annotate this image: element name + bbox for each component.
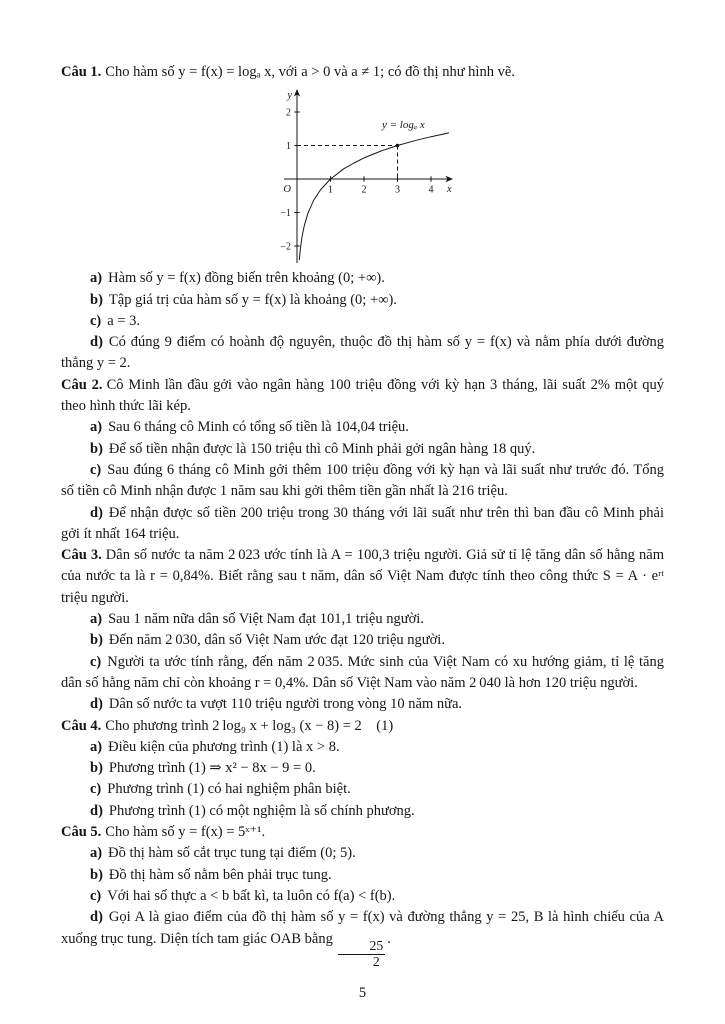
option-text: Phương trình (1) có một nghiệm là số chính phương. bbox=[108, 802, 415, 819]
question-2-intro bbox=[61, 375, 664, 418]
fraction-numerator: 25 bbox=[338, 939, 385, 955]
question-3 bbox=[61, 545, 664, 715]
question-5-intro-text: Cho hàm số y = f(x) = 5ˣ⁺¹. bbox=[105, 824, 266, 841]
x-axis-label: x bbox=[446, 184, 452, 196]
option-text: Dân số nước ta vượt 110 triệu người trong vòng 10 năm nữa. bbox=[108, 696, 463, 713]
question-4-label: Câu 4. bbox=[61, 717, 102, 734]
y-axis-label: y bbox=[286, 90, 292, 102]
option-text: Sau đúng 6 tháng cô Minh gởi thêm 100 triệu đồng với kỳ hạn và lãi suất như trước đó. Tổng số tiền cô Minh nhận được 1 năm sau khi gởi thêm tiền gần nhất là 216 triệu. bbox=[61, 461, 664, 500]
option-text: Đến năm 2 030, dân số Việt Nam ước đạt 120 triệu người. bbox=[108, 632, 445, 649]
page-number: 5 bbox=[358, 984, 367, 1001]
option-label: c) bbox=[90, 461, 102, 478]
fraction-25-over-2 bbox=[338, 939, 385, 970]
question-2-label: Câu 2. bbox=[61, 376, 103, 393]
question-3-intro bbox=[61, 545, 664, 609]
option-label: d) bbox=[90, 334, 103, 351]
point-3-1 bbox=[395, 144, 399, 148]
option-label: a) bbox=[90, 419, 103, 436]
question-1-label: Câu 1. bbox=[61, 64, 102, 80]
option-label: c) bbox=[90, 887, 102, 904]
option-text: Tập giá trị của hàm số y = f(x) là khoảng (0; +∞). bbox=[108, 291, 397, 308]
question-4-option-a bbox=[61, 737, 664, 758]
option-text: Người ta ước tính rằng, đến năm 2 035. Mức sinh của Việt Nam có xu hướng giảm, tỉ lệ tăng dân số hằng năm chỉ còn khoảng r = 0,4%. Dân số Việt Nam vào năm 2 040 là hơn 120 triệu người. bbox=[61, 653, 664, 691]
question-5-option-c bbox=[61, 886, 664, 907]
question-2-option-c bbox=[61, 460, 664, 503]
option-label: c) bbox=[90, 312, 102, 329]
y-tick-label-2: 2 bbox=[285, 107, 291, 119]
question-1-intro bbox=[61, 62, 664, 83]
x-tick-label-4: 4 bbox=[428, 184, 433, 196]
question-2-intro-text: Cô Minh lần đầu gởi vào ngân hàng 100 triệu đồng với kỳ hạn 3 tháng, lãi suất 2% một quý theo hình thức lãi kép. bbox=[61, 376, 664, 415]
option-label: d) bbox=[90, 696, 103, 713]
question-2-option-a bbox=[61, 417, 664, 438]
option-label: a) bbox=[90, 738, 103, 755]
curve-equation-label: y = logₐ x bbox=[381, 119, 425, 132]
question-1-intro-text: Cho hàm số y = f(x) = logₐ x, với a > 0 và a ≠ 1; có đồ thị như hình vẽ. bbox=[105, 64, 515, 80]
option-label: b) bbox=[90, 760, 103, 777]
option-label: b) bbox=[90, 632, 103, 649]
x-tick-label-2: 2 bbox=[361, 184, 366, 196]
option-text: Với hai số thực a < b bất kì, ta luôn có f(a) < f(b). bbox=[107, 887, 396, 904]
option-text: Gọi A là giao điểm của đồ thị hàm số y = f(x) và đường thẳng y = 25, B là hình chiếu của A xuống trục tung. Diện tích tam giác OAB bằng bbox=[61, 909, 664, 947]
question-4-option-c bbox=[61, 779, 664, 800]
fraction-denominator: 2 bbox=[372, 953, 380, 969]
question-4-intro-text: Cho phương trình 2 log₉ x + log₃ (x − 8) = 2 (1) bbox=[105, 717, 394, 734]
question-4-option-b bbox=[61, 758, 664, 779]
question-2-option-b bbox=[61, 439, 664, 460]
question-5-option-a bbox=[61, 843, 664, 864]
question-2-option-d bbox=[61, 503, 664, 546]
log-graph bbox=[257, 87, 469, 265]
question-5 bbox=[61, 822, 664, 970]
option-text: Để số tiền nhận được là 150 triệu thì cô Minh phải gởi ngân hàng 18 quý. bbox=[108, 440, 536, 457]
option-text: Phương trình (1) có hai nghiệm phân biệt. bbox=[107, 781, 351, 798]
question-2 bbox=[61, 375, 664, 545]
question-5-option-d bbox=[61, 907, 664, 970]
question-1 bbox=[61, 62, 664, 375]
question-1-option-a bbox=[61, 268, 664, 289]
option-label: d) bbox=[90, 504, 103, 521]
question-3-option-b bbox=[61, 630, 664, 651]
question-5-intro bbox=[61, 822, 664, 843]
question-4-intro bbox=[61, 716, 664, 737]
question-1-option-d bbox=[61, 332, 664, 375]
option-text: Sau 6 tháng cô Minh có tổng số tiền là 104,04 triệu. bbox=[108, 419, 409, 436]
option-label: c) bbox=[90, 781, 102, 798]
question-5-label: Câu 5. bbox=[61, 824, 102, 841]
question-4-option-d bbox=[61, 801, 664, 822]
option-label: b) bbox=[90, 866, 103, 883]
option-text: Hàm số y = f(x) đồng biến trên khoảng (0; +∞). bbox=[108, 270, 385, 287]
option-label: d) bbox=[90, 802, 103, 819]
y-tick-label-neg2: −2 bbox=[279, 241, 291, 253]
option-text: Đồ thị hàm số cắt trục tung tại điểm (0; 5). bbox=[108, 845, 356, 862]
option-text: Phương trình (1) ⇒ x² − 8x − 9 = 0. bbox=[108, 760, 316, 777]
option-label: d) bbox=[90, 909, 103, 926]
question-3-option-c bbox=[61, 652, 664, 695]
option-text: a = 3. bbox=[107, 312, 141, 329]
question-3-label: Câu 3. bbox=[61, 547, 102, 564]
log-curve bbox=[299, 133, 449, 260]
question-3-option-a bbox=[61, 609, 664, 630]
option-text: Điều kiện của phương trình (1) là x > 8. bbox=[108, 738, 340, 755]
option-text-suffix: . bbox=[387, 930, 391, 947]
option-text: Để nhận được số tiền 200 triệu trong 30 tháng với lãi suất như trên thì ban đầu cô Minh phải gởi ít nhất 164 triệu. bbox=[61, 504, 664, 542]
option-text: Sau 1 năm nữa dân số Việt Nam đạt 101,1 triệu người. bbox=[108, 611, 424, 628]
question-1-option-c bbox=[61, 311, 664, 332]
option-label: a) bbox=[90, 611, 103, 628]
question-3-option-d bbox=[61, 694, 664, 715]
question-4 bbox=[61, 716, 664, 822]
option-text: Đồ thị hàm số nằm bên phải trục tung. bbox=[108, 866, 332, 883]
x-tick-label-1: 1 bbox=[327, 184, 333, 196]
y-tick-label-1: 1 bbox=[285, 141, 291, 153]
option-text: Có đúng 9 điểm có hoành độ nguyên, thuộc đồ thị hàm số y = f(x) và nằm phía dưới đường thẳng y = 2. bbox=[61, 334, 664, 372]
option-label: a) bbox=[90, 845, 103, 862]
question-3-intro-text: Dân số nước ta năm 2 023 ước tính là A = 100,3 triệu người. Giả sử tỉ lệ tăng dân số hằng năm của nước ta là r = 0,84%. Biết rằng sau t năm, dân số Việt Nam được tính theo công thức S = A · eʳᵗ triệu người. bbox=[61, 547, 664, 606]
option-label: a) bbox=[90, 270, 103, 287]
y-tick-label-neg1: −1 bbox=[279, 208, 291, 220]
question-1-option-b bbox=[61, 290, 664, 311]
option-label: c) bbox=[90, 653, 102, 670]
question-5-option-b bbox=[61, 865, 664, 886]
page-footer bbox=[0, 983, 725, 1004]
x-tick-label-3: 3 bbox=[394, 184, 400, 196]
origin-label: O bbox=[282, 184, 291, 196]
option-label: b) bbox=[90, 291, 103, 308]
log-graph-figure bbox=[61, 87, 664, 265]
option-label: b) bbox=[90, 440, 103, 457]
